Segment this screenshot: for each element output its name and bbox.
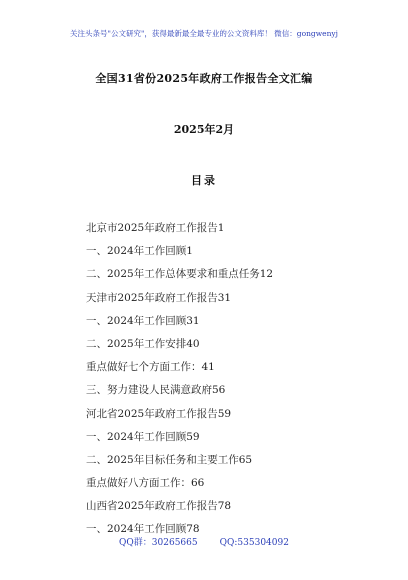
toc-entry[interactable]: 二、2025年工作总体要求和重点任务12	[86, 268, 274, 281]
footer-contacts	[0, 535, 408, 548]
table-of-contents	[86, 220, 273, 545]
toc-heading: 目录	[191, 174, 217, 187]
qq-group-text: QQ群：30265665	[119, 538, 198, 548]
toc-entry[interactable]: 山西省2025年政府工作报告78	[86, 500, 232, 513]
toc-entry[interactable]: 一、2024年工作回顾78	[86, 523, 200, 536]
toc-entry[interactable]: 重点做好七个方面工作：41	[86, 361, 215, 374]
toc-entry[interactable]: 三、努力建设人民满意政府56	[86, 384, 226, 397]
toc-entry[interactable]: 北京市2025年政府工作报告1	[86, 222, 225, 234]
toc-entry[interactable]: 河北省2025年政府工作报告59	[86, 407, 232, 420]
toc-entry[interactable]: 重点做好八方面工作：66	[86, 477, 205, 490]
toc-entry[interactable]: 二、2025年工作安排40	[86, 337, 200, 350]
toc-entry[interactable]: 一、2024年工作回顾1	[86, 245, 193, 258]
toc-entry[interactable]: 二、2025年目标任务和主要工作65	[86, 453, 253, 466]
promo-banner: 关注头条号"公文研究"，获得最新最全最专业的公文资料库！ 微信：gongwenyj	[70, 29, 338, 38]
toc-entry[interactable]: 一、2024年工作回顾31	[86, 314, 200, 327]
toc-entry[interactable]: 一、2024年工作回顾59	[86, 430, 200, 443]
document-title: 全国31省份2025年政府工作报告全文汇编	[95, 72, 313, 85]
document-date: 2025年2月	[173, 123, 235, 136]
toc-entry[interactable]: 天津市2025年政府工作报告31	[86, 291, 232, 304]
qq-number-text: QQ:535304092	[219, 538, 289, 548]
